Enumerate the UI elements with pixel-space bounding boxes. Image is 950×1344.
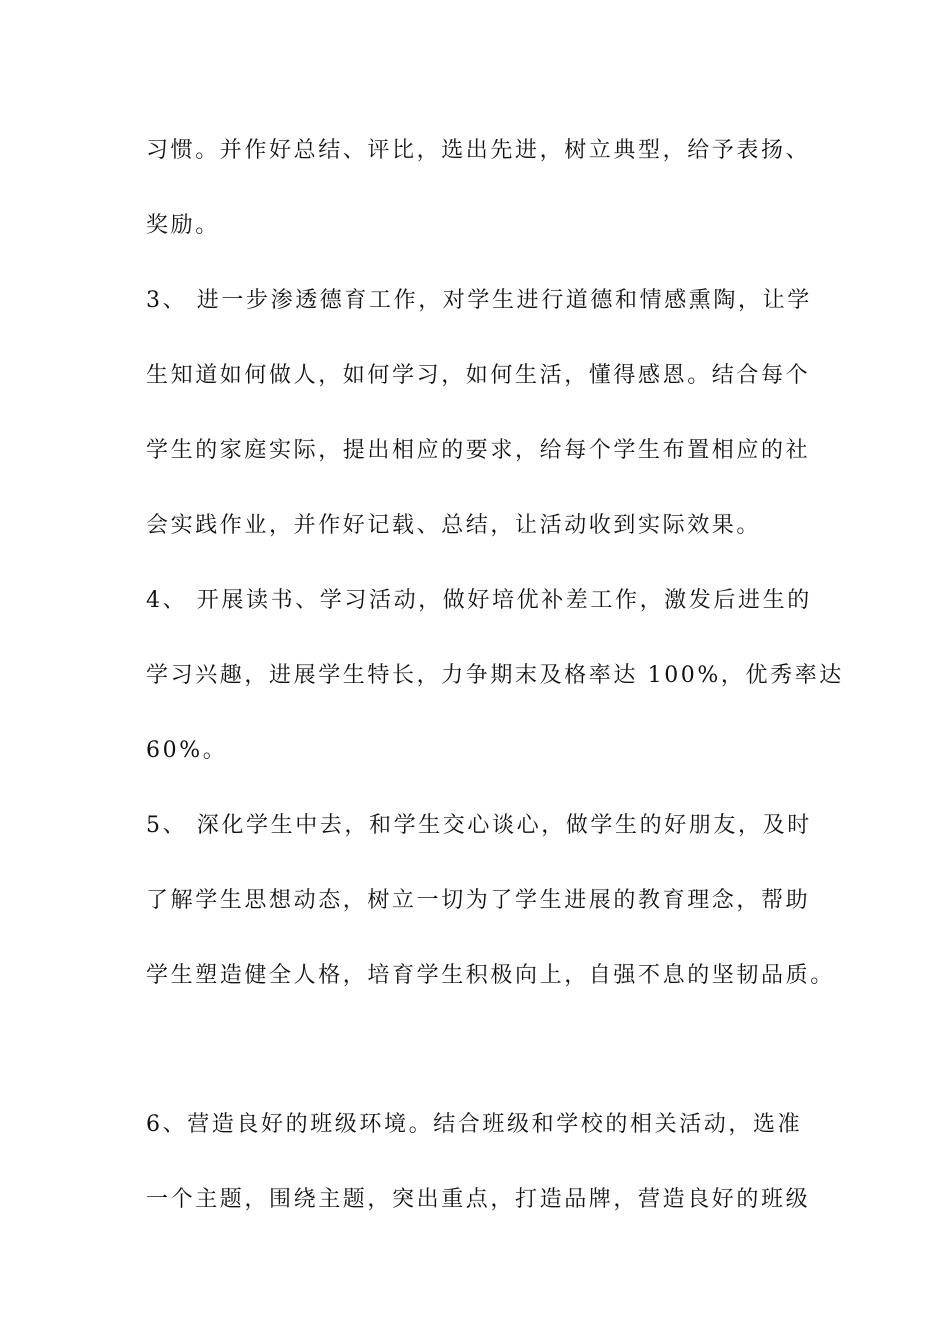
text-line: 学习兴趣，进展学生特长，力争期末及格率达 100%，优秀率达: [146, 663, 844, 688]
text-line: 奖励。: [146, 213, 220, 238]
text-line: 3、 进一步渗透德育工作，对学生进行道德和情感熏陶，让学: [146, 288, 812, 313]
text-line: 学生塑造健全人格，培育学生积极向上，自强不息的坚韧品质。: [146, 963, 835, 988]
text-line: 习惯。并作好总结、评比，选出先进，树立典型，给予表扬、: [146, 138, 811, 163]
text-line: 60%。: [146, 738, 228, 763]
text-line: 一个主题，围绕主题，突出重点，打造品牌，营造良好的班级: [146, 1187, 811, 1212]
text-line: 5、 深化学生中去，和学生交心谈心，做学生的好朋友，及时: [146, 813, 812, 838]
text-line: 学生的家庭实际，提出相应的要求，给每个学生布置相应的社: [146, 438, 811, 463]
text-line: 了解学生思想动态，树立一切为了学生进展的教育理念，帮助: [146, 888, 811, 913]
text-line: 4、 开展读书、学习活动，做好培优补差工作，激发后进生的: [146, 588, 812, 613]
text-line: 生知道如何做人，如何学习，如何生活，懂得感恩。结合每个: [146, 363, 811, 388]
text-line: 6、营造良好的班级环境。结合班级和学校的相关活动，选准: [146, 1112, 803, 1137]
text-line: 会实践作业，并作好记载、总结，让活动收到实际效果。: [146, 513, 762, 538]
